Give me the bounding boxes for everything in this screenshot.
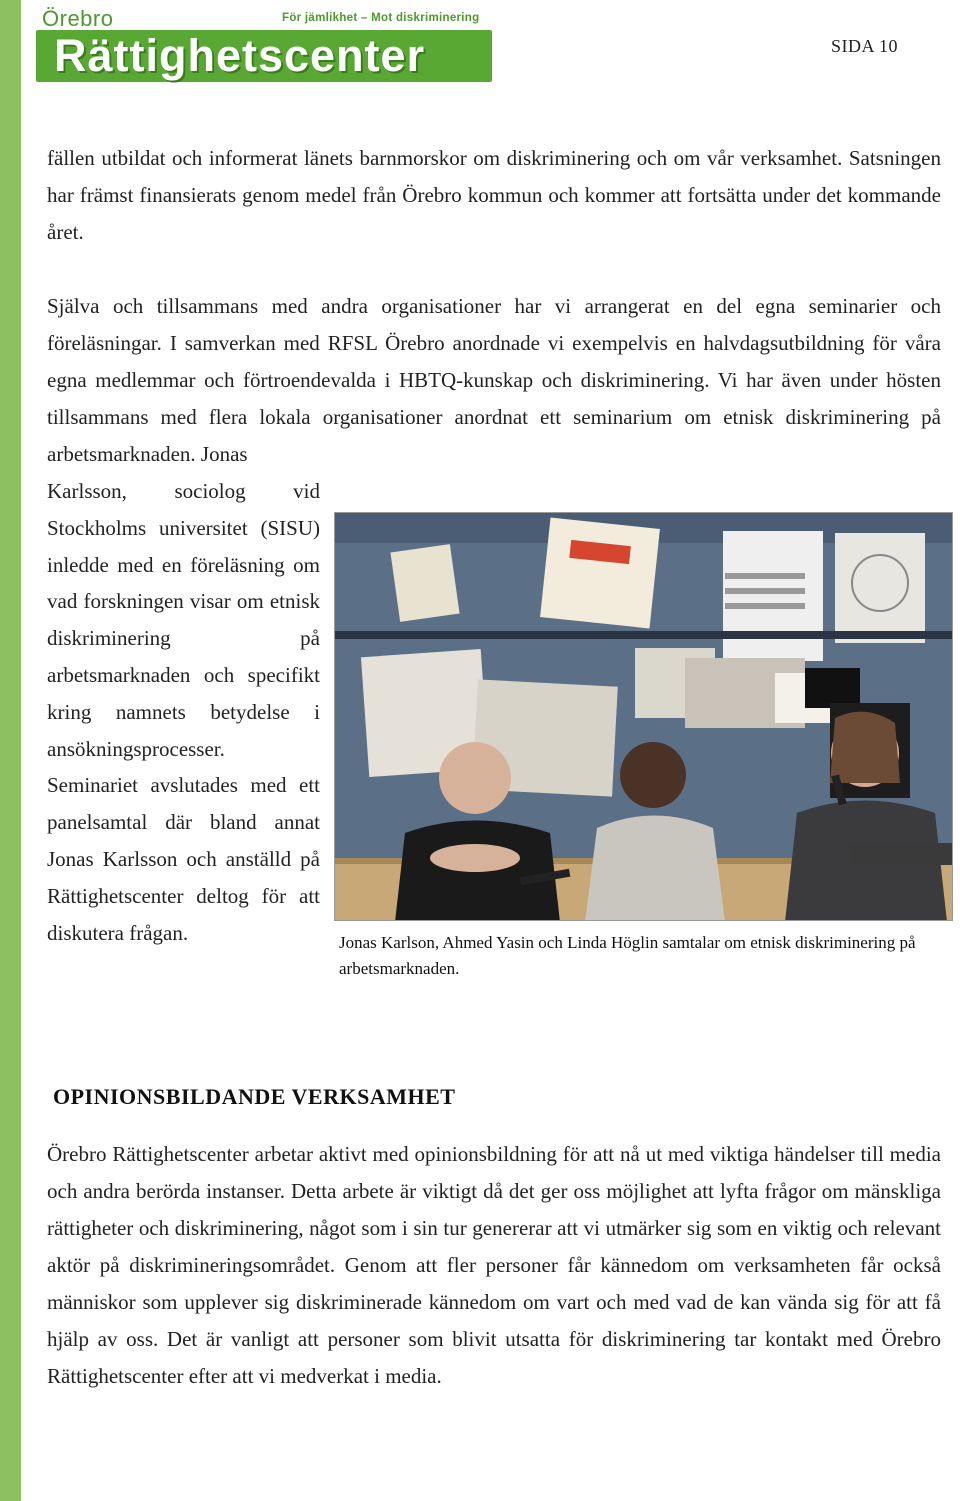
- seminar-photo: [334, 512, 953, 921]
- section-heading: OPINIONSBILDANDE VERKSAMHET: [53, 1084, 456, 1109]
- photo-caption: Jonas Karlson, Ahmed Yasin och Linda Höglin samtalar om etnisk diskriminering på arbetsmarknaden.: [339, 933, 916, 978]
- paragraph-2-top: Själva och tillsammans med andra organisationer har vi arrangerat en del egna seminarier och föreläsningar. I samverkan med RFSL Örebro anordnade vi exempelvis en halvdagsutbildning för våra egna medlemmar och förtroendevalda i HBTQ-kunskap och diskriminering. Vi har även under hösten tillsammans med flera lokala organisationer anordnat ett seminarium om etnisk diskriminering på arbetsmarknaden. Jonas: [47, 294, 941, 466]
- paragraph-2-side: Karlsson, sociolog vid Stockholms universitet (SISU) inledde med en föreläsning om vad forskningen visar om etnisk diskriminering på arbetsmarknaden och specifikt kring namnets betydelse i ansökningsprocesser. Seminariet avslutades med ett panelsamtal där bland annat Jonas Karlsson och anställd på Rättighetscenter deltog för att diskutera frågan.: [47, 479, 320, 945]
- rattighetscenter-logo: [36, 6, 496, 90]
- seminar-photo-image: [335, 513, 953, 921]
- logo-tagline: För jämlikhet – Mot diskriminering: [282, 12, 480, 24]
- left-green-bar: [0, 0, 21, 1501]
- page-number: SIDA 10: [830, 36, 898, 56]
- logo-name: Rättighetscenter: [54, 30, 426, 81]
- paragraph-1: fällen utbildat och informerat länets barnmorskor om diskriminering och om vår verksamhet. Satsningen har främst finansierats genom medel från Örebro kommun och kommer att fortsätta under det kommande året.: [47, 146, 941, 244]
- paragraph-3: Örebro Rättighetscenter arbetar aktivt med opinionsbildning för att nå ut med viktiga händelser till media och andra berörda instanser. Detta arbete är viktigt då det ger oss möjlighet att lyfta frågor om mänskliga rättigheter och diskriminering, något som i sin tur genererar att vi utmärker sig som en viktig och relevant aktör på diskrimineringsområdet. Genom att fler personer får kännedom om verksamheten får också människor som upplever sig diskriminerade kännedom om vart och med vad de kan vända sig för att få hjälp av oss. Det är vanligt att personer som blivit utsatta för diskriminering tar kontakt med Örebro Rättighetscenter efter att vi medverkat i media.: [47, 1142, 941, 1388]
- logo-city: Örebro: [42, 6, 114, 31]
